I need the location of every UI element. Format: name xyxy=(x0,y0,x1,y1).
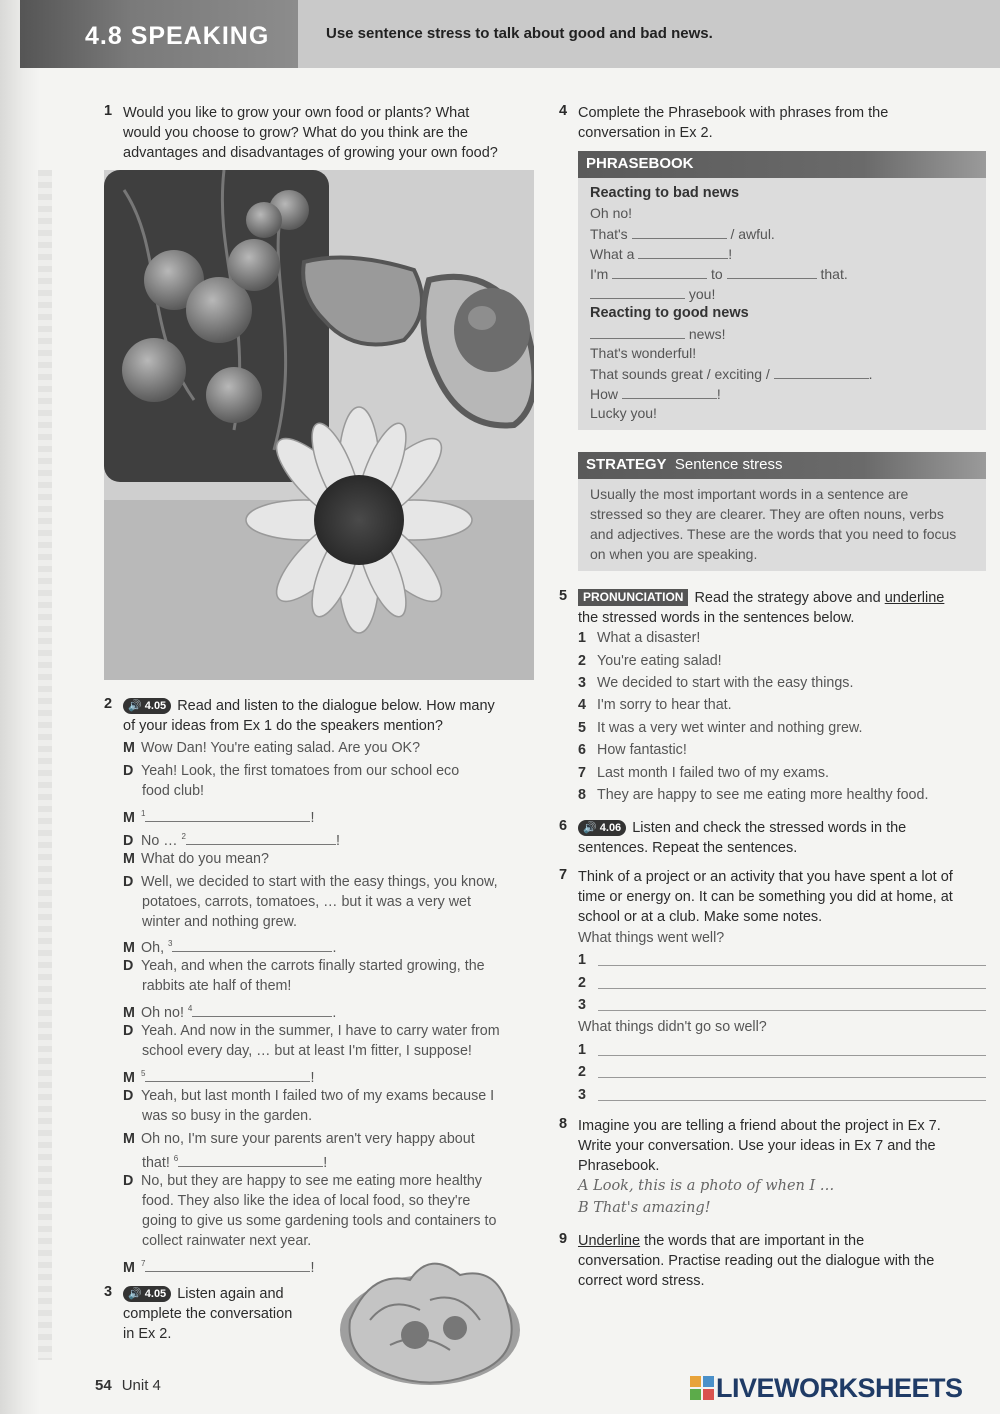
dialogue-gap-6: M Oh no, I'm sure your parents aren't very happy about that! $^6$ ! xyxy=(123,1131,475,1171)
note-line-input[interactable] xyxy=(598,1077,986,1078)
phrase-gap-input[interactable] xyxy=(774,365,869,379)
ex1-line: would you choose to grow? What do you think are the xyxy=(123,125,468,141)
note-number: 3 xyxy=(578,1087,586,1103)
pronunciation-tag: PRONUNCIATION xyxy=(578,589,688,606)
phrase-line: Lucky you! xyxy=(590,405,657,421)
note-line-input[interactable] xyxy=(598,1055,986,1056)
ex1-instructions xyxy=(123,103,498,163)
note-number: 3 xyxy=(578,997,586,1013)
ex6-instructions: 🔊 4.06 Listen and check the stressed words in the sentences. Repeat the sentences. xyxy=(578,820,907,856)
phrase-gap-input[interactable] xyxy=(612,265,707,279)
note-line-input[interactable] xyxy=(598,988,986,989)
good-news-heading: Reacting to good news xyxy=(590,305,749,321)
note-line-input[interactable] xyxy=(598,965,986,966)
sentence-item: 8 They are happy to see me eating more healthy food. xyxy=(578,787,929,803)
note-number: 2 xyxy=(578,975,586,991)
ex4-line: conversation in Ex 2. xyxy=(578,125,713,141)
lesson-subtitle: Use sentence stress to talk about good and bad news. xyxy=(326,25,713,42)
ex3-line: complete the conversation xyxy=(123,1306,293,1322)
ex2-line: Read and listen to the dialogue below. How many xyxy=(177,698,495,714)
ex3-instructions xyxy=(123,1284,292,1344)
gap-1-input[interactable] xyxy=(145,808,310,822)
dialogue-gap-2: D No … $^2$ ! xyxy=(123,832,340,849)
phrase-line: How ! xyxy=(590,386,721,402)
page-spine-shadow xyxy=(0,0,40,1414)
liveworksheets-logo[interactable] xyxy=(690,1372,990,1404)
bad-news-heading: Reacting to bad news xyxy=(590,185,740,201)
phrasebook-header: PHRASEBOOK xyxy=(578,151,986,178)
audio-track-number: 4.05 xyxy=(144,1288,167,1300)
strategy-header: STRATEGY Sentence stress xyxy=(578,452,986,479)
sentence-text[interactable]: How fantastic! xyxy=(597,742,687,758)
sentence-item: 1 What a disaster! xyxy=(578,630,701,646)
sentence-text[interactable]: Last month I failed two of my exams. xyxy=(597,765,830,781)
example-line-b: B That's amazing! xyxy=(578,1200,711,1216)
salad-bowl-photo xyxy=(330,1240,530,1390)
ex4-instructions xyxy=(578,103,888,143)
sentence-text[interactable]: What a disaster! xyxy=(597,630,701,646)
ex4-number: 4 xyxy=(559,103,568,119)
ex7-number: 7 xyxy=(559,867,568,883)
unit-label: Unit 4 xyxy=(121,1377,161,1394)
phrase-line: news! xyxy=(590,325,725,342)
ex3-number: 3 xyxy=(104,1284,113,1300)
ex8-number: 8 xyxy=(559,1116,568,1132)
spine-strip xyxy=(38,170,52,1360)
sentence-text[interactable]: You're eating salad! xyxy=(597,653,722,669)
phrase-line: I'm to that. xyxy=(590,266,848,282)
dialogue-line: D No, but they are happy to see me eating more healthy food. They also like the idea of local food, so they're going to give us some gardening tools and containers to collect rainwater next year. xyxy=(123,1173,497,1249)
note-number: 1 xyxy=(578,1042,586,1058)
dialogue-line: D Yeah. And now in the summer, I have to carry water from school every day, … but at least I'm fitter, I suppose! xyxy=(123,1023,500,1059)
ex9-number: 9 xyxy=(559,1231,568,1247)
gap-2-input[interactable] xyxy=(186,831,336,845)
dialogue-line: D Well, we decided to start with the easy things, you know, potatoes, carrots, tomatoes, … but it was a very wet winter and nothing grew. xyxy=(123,874,498,930)
note-number: 1 xyxy=(578,952,586,968)
ex1-line: advantages and disadvantages of growing your own food? xyxy=(123,145,498,161)
audio-track-badge[interactable]: 🔊 4.06 xyxy=(578,820,626,836)
gap-7-input[interactable] xyxy=(145,1258,310,1272)
gap-3-input[interactable] xyxy=(172,938,332,952)
ex7-instructions: Think of a project or an activity that you have spent a lot of time or energy on. It can be something you did at home, at school or at a club. Make some notes. xyxy=(578,869,953,925)
page-footer xyxy=(95,1377,161,1394)
phrase-line: That sounds great / exciting / . xyxy=(590,366,873,382)
ex4-line: Complete the Phrasebook with phrases from the xyxy=(578,105,889,121)
phrase-gap-input[interactable] xyxy=(590,285,685,299)
strategy-line: stressed so they are clearer. They are often nouns, verbs xyxy=(590,506,944,522)
audio-track-number: 4.05 xyxy=(144,700,167,712)
ex3-line: in Ex 2. xyxy=(123,1326,172,1342)
ex1-number: 1 xyxy=(104,103,113,119)
liveworksheets-wordmark: LIVEWORKSHEETS xyxy=(716,1373,963,1403)
sentence-item: 4 I'm sorry to hear that. xyxy=(578,697,732,713)
strategy-line: on when you are speaking. xyxy=(590,546,758,562)
audio-track-badge[interactable]: 🔊 4.05 xyxy=(123,698,171,714)
ex9-instructions: Underline the words that are important in the conversation. Practise reading out the dialogue with the correct word stress. xyxy=(578,1233,935,1289)
lesson-title: 4.8 SPEAKING xyxy=(85,22,270,50)
dialogue-line: D Yeah, but last month I failed two of my exams because I was so busy in the garden. xyxy=(123,1088,495,1124)
phrase-line: That's wonderful! xyxy=(590,345,697,361)
gap-5-input[interactable] xyxy=(145,1068,310,1082)
sentence-item: 6 How fantastic! xyxy=(578,742,687,758)
ex7-question: What things went well? xyxy=(578,930,725,946)
audio-track-number: 4.06 xyxy=(599,822,622,834)
sentence-item: 5 It was a very wet winter and nothing grew. xyxy=(578,720,863,736)
phrase-gap-input[interactable] xyxy=(632,225,727,239)
ex8-instructions: Imagine you are telling a friend about the project in Ex 7. Write your conversation. Use your ideas in Ex 7 and the Phrasebook. xyxy=(578,1118,941,1174)
phrase-gap-input[interactable] xyxy=(622,385,717,399)
note-number: 2 xyxy=(578,1064,586,1080)
sentence-item: 3 We decided to start with the easy things. xyxy=(578,675,854,691)
note-line-input[interactable] xyxy=(598,1010,986,1011)
phrase-line: Oh no! xyxy=(590,205,633,221)
strategy-line: and adjectives. These are the words that you need to focus xyxy=(590,526,957,542)
ex5-instructions: PRONUNCIATION Read the strategy above and underline the stressed words in the sentences below. xyxy=(578,590,945,626)
sentence-item: 7 Last month I failed two of my exams. xyxy=(578,765,830,781)
sentence-text[interactable]: They are happy to see me eating more healthy food. xyxy=(597,787,929,803)
sentence-item: 2 You're eating salad! xyxy=(578,653,722,669)
audio-track-badge[interactable]: 🔊 4.05 xyxy=(123,1286,171,1302)
note-line-input[interactable] xyxy=(598,1100,986,1101)
photo-illustration xyxy=(104,170,534,680)
phrase-gap-input[interactable] xyxy=(590,325,685,339)
ex2-line: of your ideas from Ex 1 do the speakers mention? xyxy=(123,718,443,734)
dialogue-line: M Wow Dan! You're eating salad. Are you OK? xyxy=(123,740,421,756)
dialogue-line: D Yeah, and when the carrots finally started growing, the rabbits ate half of them! xyxy=(123,958,485,994)
gap-4-input[interactable] xyxy=(192,1003,332,1017)
dialogue-gap-5: M $^5$ ! xyxy=(123,1069,315,1086)
gap-6-input[interactable] xyxy=(178,1153,323,1167)
ex3-line: Listen again and xyxy=(177,1286,284,1302)
phrase-line: That's / awful. xyxy=(590,226,775,242)
ex2-number: 2 xyxy=(104,696,113,712)
page-number: 54 xyxy=(95,1377,112,1394)
dialogue-gap-4: M Oh no! $^4$ . xyxy=(123,1004,337,1021)
sunflower xyxy=(246,407,472,633)
dialogue-gap-1: M $^1$ ! xyxy=(123,809,315,826)
phrase-gap-input[interactable] xyxy=(727,265,817,279)
example-line-a: A Look, this is a photo of when I … xyxy=(578,1178,835,1194)
dialogue-line: D Yeah! Look, the first tomatoes from our school eco food club! xyxy=(123,763,460,799)
sentence-text[interactable]: It was a very wet winter and nothing grew. xyxy=(597,720,863,736)
ex1-line: Would you like to grow your own food or plants? What xyxy=(123,105,470,121)
sentence-text[interactable]: I'm sorry to hear that. xyxy=(597,697,732,713)
sentence-text[interactable]: We decided to start with the easy things. xyxy=(597,675,854,691)
ex2-instructions xyxy=(123,696,543,736)
ex5-number: 5 xyxy=(559,588,568,604)
food-photo-collage xyxy=(104,170,534,680)
dialogue-gap-7: M $^7$ ! xyxy=(123,1259,315,1276)
dialogue-line: M What do you mean? xyxy=(123,851,269,867)
liveworksheets-icon xyxy=(690,1376,714,1400)
ex7-question: What things didn't go so well? xyxy=(578,1019,767,1035)
phrase-gap-input[interactable] xyxy=(638,245,728,259)
ex6-number: 6 xyxy=(559,818,568,834)
strategy-line: Usually the most important words in a sentence are xyxy=(590,486,909,502)
phrase-line: What a ! xyxy=(590,246,733,262)
dialogue-gap-3: M Oh, $^3$ . xyxy=(123,939,337,956)
phrase-line: you! xyxy=(590,285,715,302)
